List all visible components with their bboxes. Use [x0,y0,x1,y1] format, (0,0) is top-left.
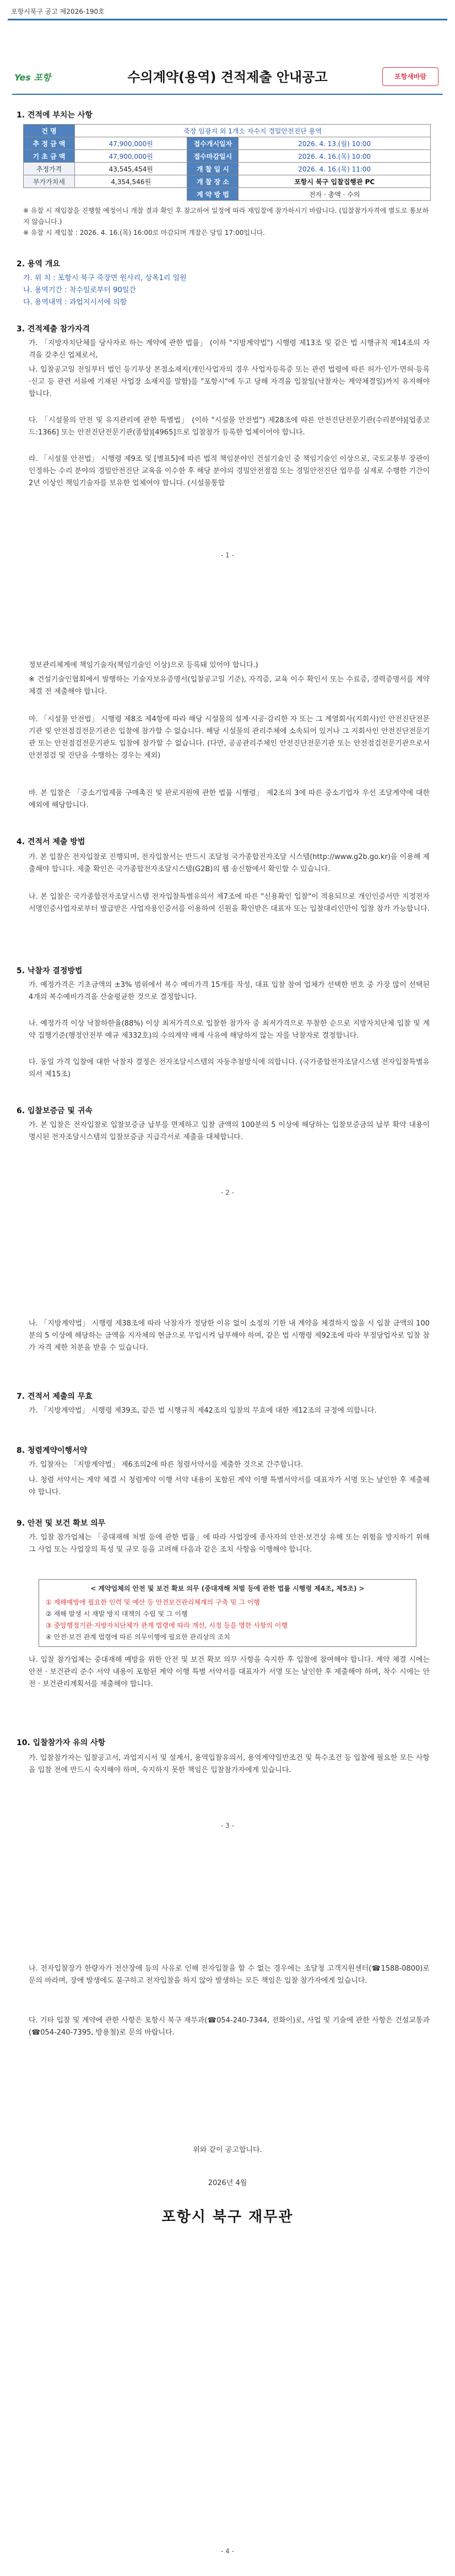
box-title: < 계약업체의 안전 및 보건 확보 의무 (중대재해 처벌 등에 관한 법률 시행령 제4조, 제5조) > [90,1585,365,1592]
note-rebid-deadline: ※ 유찰 시 재입찰 : 2026. 4. 16.(목) 16:00로 마감되며 개찰은 당일 17:00입니다. [23,229,265,237]
page-number: - 4 - [221,2547,234,2555]
section-4-heading: 4. 견적서 제출 방법 [17,838,85,846]
clause-para: 정보관리체계에 책임기술자(책임기술인 이상)으로 등록돼 있어야 합니다.) [29,661,258,669]
clause-para: 다. 「시설물의 안전 및 유지관리에 관한 특별법」 (이하 "시설물 안전법") 제28조에 따른 안전진단전문기관(수리분야)[업종코드:1366] 또는 안전진단전문기관(종합)[4965]으로 입찰참가 등록한 업체이어야 합니다. [29,416,430,437]
table-row [24,163,431,175]
table-value: 전자 · 총액 · 수의 [239,188,431,201]
slogan-logo-icon: 포항새바람 [382,67,438,86]
table-label: 부가가치세 [24,175,75,188]
section-2-heading: 2. 용역 개요 [17,260,60,269]
page-number: - 3 - [221,1822,234,1829]
table-label: 추 정 금 액 [24,137,75,150]
section-9-heading: 9. 안전 및 보건 확보 의무 [17,1519,106,1528]
section-10-heading: 10. 입찰참가자 유의 사항 [17,1738,106,1747]
issuer-name: 포항시 북구 재무관 [161,2209,294,2225]
table-label: 건 명 [24,125,75,137]
closing-statement: 위와 같이 공고합니다. [193,2146,262,2154]
table-value: 2026. 4. 16.(목) 10:00 [239,150,431,163]
table-value: 4,354,546원 [75,175,187,188]
table-empty [24,188,187,201]
page-title: 수의계약(용역) 견적제출 안내공고 [127,69,328,85]
clause-para: 가. 「지방계약법」 시행령 제39조, 같은 법 시행규칙 제42조의 입찰의 무효에 대한 제12조의 규정에 의합니다. [29,1407,377,1415]
clause-para: 다. 기타 입찰 및 계약에 관한 사항은 포항시 북구 재무과(☎054-240-7344, 전화이)로, 사업 및 기술에 관한 사항은 건설교통과(☎054-240-7395, 방용철)로 문의 바랍니다. [29,2016,430,2037]
header-rule [8,19,447,20]
issue-date: 2026년 4월 [208,2179,247,2187]
table-row [24,175,431,188]
section-7-heading: 7. 견적서 제출의 무효 [17,1392,93,1401]
clause-para: ※ 건설기술인협회에서 발행하는 기술자보유증명서(입찰공고일 기준), 자격증, 교육 이수 확인서 또는 수료증, 경력증명서를 계약 체결 전 제출해야 합니다. [29,675,430,696]
table-label: 추정가격 [24,163,75,175]
clause-para: 가. 본 입찰은 전자입찰로 진행되며, 전자입찰서는 반드시 조달청 국가종합전자조달 시스템(http://www.g2b.go.kr)을 이용해 제출해야 합니다. 제출 확인은 국가종합전자조달시스템(G2B)의 웹 송신함에서 확인할 수 있습니다. [29,853,430,873]
clause-para: 나. 예정가격 이상 낙찰하한율(88%) 이상 최저가격으로 입찰한 참가자 중 최저가격으로 투찰한 순으로 지방자치단체 입찰 및 계약 집행기준(행정안전부 예규 제332호)의 수의계약 배제 사유에 해당하지 않는 자를 낙찰자로 결정합니다. [29,1019,430,1040]
clause-para: 나. 입찰 참가업체는 중대재해 예방을 위한 안전 및 보건 확보 의무 사항을 숙지한 후 입찰에 참여해야 합니다. 계약 체결 시에는 안전 · 보건관리 준수 서약 내용이 포함된 계약 이행 특별 서약서를 대표자가 서명 또는 날인한 후 제출해야 하며, 착수 시에는 안전 · 보건관리계획서를 제출해야 합니다. [29,1656,430,1688]
section-1-heading: 1. 견적에 부치는 사항 [17,111,93,120]
table-row [24,125,431,137]
clause-para: 가. 예정가격은 기초금액의 ±3% 범위에서 복수 예비가격 15개를 작성, 대표 입찰 참여 업체가 선택한 번호 중 가장 많이 선택된 4개의 복수예비가격을 산술평균한 것으로 결정합니다. [29,981,430,1001]
city-logo-icon: Yes 포항 [14,72,51,83]
clause-para: 가. 입찰자는 「지방계약법」 제6조의2에 따른 청렴서약서를 제출한 것으로 간주합니다. [29,1461,304,1469]
doc-number: 포항시북구 공고 제2026-190호 [11,8,105,15]
table-row [24,137,431,150]
clause-para: 가. 「지방자치단체를 당사자로 하는 계약에 관한 법률」 (이하 "지방계약법") 시행령 제13조 및 같은 법 시행규칙 제14조의 자격을 갖추신 업체로서, [29,339,430,359]
table-row [24,188,431,201]
table-value: 47,900,000원 [75,137,187,150]
bid-info-table [23,124,431,201]
list-item: ③ 중앙행정기관·지방자치단체가 관계 법령에 따라 개선, 시정 등을 명한 사항의 이행 [46,1622,288,1629]
table-label: 계 약 방 법 [187,188,239,201]
table-value: 죽장 임광지 외 1개소 자수지 경밀안전진단 용역 [75,125,431,137]
clause-para: 가. 입찰참가자는 입찰공고서, 과업지시서 및 설계서, 용역입찰유의서, 용역계약일반조건 및 특수조건 등 입찰에 필요한 모든 사항을 입찰 전에 반드시 숙지해야 하며, 숙지하지 못한 책임은 입찰참가자에게 있습니다. [29,1754,430,1774]
section-3-heading: 3. 견적제출 참가자격 [17,325,90,334]
list-item: ④ 안전·보건 관계 법령에 따른 의무이행에 필요한 관리상의 조치 [46,1633,230,1641]
table-value: 2026. 4. 13.(월) 10:00 [239,137,431,150]
table-label: 개 찰 일 시 [187,163,239,175]
note-rebid: ※ 유찰 시 재입찰을 진행할 예정이니 개찰 결과 확인 후 참고하여 일정에 따라 재입찰에 참가하시기 바랍니다. (입찰참가자격에 별도로 통보하지 않습니다.) [23,207,429,226]
clause-para: 라. 「시설물 안전법」 시행령 제9조 및 [별표5]에 따른 법적 책임분야인 건설기술인 중 책임기술인 이상으로, 국토교통부 장관이 인정하는 수리 분야의 경밀안전진단 교육을 이수한 후 해당 분야의 경밀안전점검 또는 경밀안전진단 업무를 실제로 수행한 기간이 2년 이상인 책임기술자를 보유한 업체여야 합니다. (시설물통합 [29,455,430,487]
table-label: 접수개시일자 [187,137,239,150]
table-label: 접수마감일시 [187,150,239,163]
overview-item: 다. 용역내역 : 과업지시서에 의함 [23,298,127,307]
clause-para: 다. 동일 가격 입찰에 대한 낙찰자 결정은 전자조달시스템의 자동추첨방식에 의합니다. (국가종합전자조달시스템 전자입찰특별유의서 제15조) [29,1058,430,1078]
page-number: - 2 - [221,1189,234,1196]
table-row [24,150,431,163]
clause-para: 바. 본 입찰은 「중소기업제품 구매촉진 및 판로지원에 관한 법률 시행령」 제2조의 3에 따른 중소기업자 우선 조달계약에 대한 예외에 해당합니다. [29,789,430,809]
clause-para: 나. 「지방계약법」 시행령 제38조에 따라 낙찰자가 정당한 이유 없이 소정의 기한 내 계약을 체결하지 않을 시 입찰 금액의 100분의 5 이상에 해당하는 금액을 지자체의 현금으로 무입시켜 납부해야 하며, 같은 법 시행령 제92조에 따라 부정당업자로 입찰 참가 자격 제한 처분을 받을 수 있습니다. [29,1319,430,1352]
clause-para: 가. 본 입찰은 전자입찰로 입찰보증금 납부를 면제하고 입찰 금액의 100분의 5 이상에 해당하는 입찰보증금의 납부 확약 내용이 명시된 전자조달시스템의 입찰보증금 지급각서로 제출을 대체합니다. [29,1121,430,1141]
table-label: 기 초 금 액 [24,150,75,163]
table-value: 43,545,454원 [75,163,187,175]
list-item: ② 재해 발생 시 재발 방지 대책의 수립 및 그 이행 [46,1610,188,1618]
list-item: ① 재해예방에 필요한 인력 및 예산 등 안전보건관리체계의 구축 및 그 이행 [46,1598,260,1606]
clause-para: 나. 본 입찰은 국가종합전자조달시스템 전자입찰특별유의서 제7조에 따른 "신용확인 입찰"이 적용되므로 개인인증서만 지정전자서명인증사업자로부터 발급받은 사업자용인증서를 이용하여 신원을 확인받은 대표자 또는 입찰대리인만이 입찰 참가 가능합니다. [29,893,430,913]
clause-para: 나. 전자입찰장가 한량자가 전산장애 등의 사유로 인해 전자입찰을 할 수 없는 경우에는 조달청 고객지원센터(☎1588-0800)로 문의 바라며, 장애 발생에도 불구하고 전자입찰을 하지 않아 발생하는 모든 책임은 입찰 참가자에게 있습니다. [29,1965,430,1985]
clause-para: 나. 입찰공고일 전일부터 법인 등기부상 본점소재지(개인사업자의 경우 사업자등록증 또는 관련 법령에 따른 허가·인가·면허·등록·신고 등 관련 서류에 기재된 사업장 소재지를 말함)를 "포항시"에 두고 당해 자격을 입찰일(낙찰자는 계약체결일)까지 유지해야 합니다. [29,366,430,398]
overview-item: 나. 용역기간 : 착수일로부터 90일간 [23,286,136,294]
clause-para: 마. 「시설물 안전법」 시행령 제8조 제4항에 따라 해당 시설물의 설계·시공·감리한 자 또는 그 계열회사(지회사)인 안전진단전문기관 및 안전점검전문기관은 입찰에 참가할 수 없습니다. 해당 시설물의 관리주체에 소속되어 있거나 그 지회사인 안전진단전문기관 또는 안전점검전문기관도 입찰에 참가할 수 없습니다. (다만, 공공관리주체인 안전진단전문기관 또는 안전점검전문기관으로서 안전점검 및 진단을 수행하는 경우는 제외) [29,715,430,760]
clause-para: 나. 청렴 서약서는 계약 체결 시 청렴계약 이행 서약 내용이 포함된 계약 이행 특별서약서를 대표자가 서명 또는 날인한 후 제출해야 합니다. [29,1476,430,1496]
title-rule [12,94,443,95]
overview-item: 가. 위 치 : 포항시 북구 죽장면 원사리, 상옥1리 일원 [23,274,187,282]
table-value: 47,900,000원 [75,150,187,163]
table-label: 개 찰 장 소 [187,175,239,188]
table-value: 2026. 4. 16.(목) 11:00 [239,163,431,175]
section-5-heading: 5. 낙찰자 결정방법 [17,967,83,975]
table-value: 포항시 북구 입찰집행관 PC [239,175,431,188]
page-number: - 1 - [221,551,234,559]
section-8-heading: 8. 청렴계약이행서약 [17,1446,88,1455]
section-6-heading: 6. 입찰보증금 및 귀속 [17,1107,93,1115]
clause-para: 가. 입찰 참가업체는 「중대재해 처벌 등에 관한 법률」에 따라 사업장에 종사자의 안전·보건상 유해 또는 위험을 방지하기 위해 그 사업 또는 사업장의 특성 및 규모 등을 고려해 다음과 같은 조치 사항을 이행해야 합니다. [29,1533,430,1554]
safety-duty-box [39,1579,416,1647]
